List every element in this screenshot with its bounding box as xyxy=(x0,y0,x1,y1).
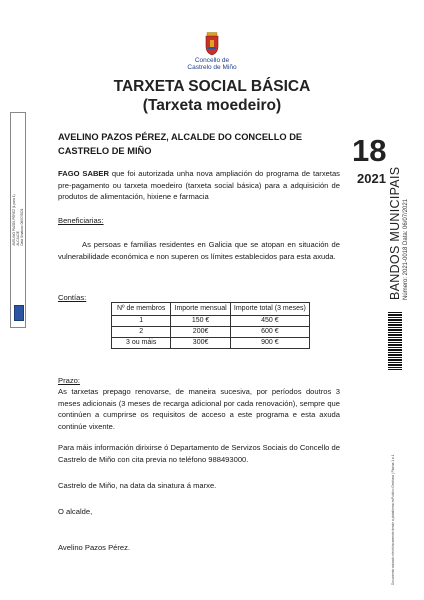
contias-label: Contías: xyxy=(58,293,87,302)
registry-subtitle: Número: 2021-0018 Data: 06/07/2021 xyxy=(403,198,409,300)
issuer-heading: AVELINO PAZOS PÉREZ, ALCALDE DO CONCELLO DE CASTRELO DE MIÑO xyxy=(58,132,303,156)
table-cell: 450 € xyxy=(230,316,309,327)
signature-stamp-text: AVELINO PAZOS PÉREZ (1 para 1) ALCALDE Data Sinatura: 06/07/2021 xyxy=(12,194,24,246)
table-cell: 150 € xyxy=(171,316,230,327)
crest-line2: Castrelo de Miño xyxy=(187,64,237,71)
table-header: Importe mensual xyxy=(171,303,230,316)
crest-icon xyxy=(203,32,221,56)
fago-saber-label: FAGO SABER xyxy=(58,169,109,178)
table-row xyxy=(112,338,310,349)
prazo-label: Prazo: xyxy=(58,376,80,385)
signature-stamp xyxy=(10,112,26,328)
registry-side-block xyxy=(388,167,409,300)
announcement-paragraph xyxy=(58,168,340,203)
flag-icon xyxy=(14,305,24,321)
closing-text: O alcalde, xyxy=(58,507,93,516)
beneficiarias-text: As persoas e familias residentes en Galicia que se atopan en situación de vulnerabilidade económica e non superen os límites establecidos para esta axuda. xyxy=(58,240,340,261)
document-title: TARXETA SOCIAL BÁSICA xyxy=(113,78,311,95)
info-text: Para máis información dirixirse ó Departamento de Servizos Sociais do Concello de Castrelo de Miño con cita previa no teléfono 988493000. xyxy=(58,443,340,464)
document-subtitle: (Tarxeta moedeiro) xyxy=(142,97,282,114)
registry-title: BANDOS MUNICIPAIS xyxy=(388,166,402,300)
bando-number: 18 xyxy=(352,133,387,168)
verification-text: Documento asinado electrónicamente desde a plataforma esPublico Gestiona | Páxina 1 a 1 xyxy=(391,454,395,585)
table-header: Nº de membros xyxy=(112,303,171,316)
table-cell: 2 xyxy=(112,327,171,338)
announcement-text: que foi autorizada unha nova ampliación do programa de tarxetas pre-pagamento ou tarxeta moedeiro (tarxeta social básica) para a adquisición de produtos de alimentación, hixiene e farmacia xyxy=(58,169,340,202)
amounts-table xyxy=(111,302,310,349)
table-header: Importe total (3 meses) xyxy=(230,303,309,316)
beneficiarias-label: Beneficiarias: xyxy=(58,216,104,225)
signature-name: Avelino Pazos Pérez. xyxy=(58,543,131,552)
table-row xyxy=(112,327,310,338)
table-cell: 3 ou máis xyxy=(112,338,171,349)
crest-line1: Concello de xyxy=(194,57,230,64)
table-cell: 300€ xyxy=(171,338,230,349)
table-header-row xyxy=(112,303,310,316)
table-cell: 600 € xyxy=(230,327,309,338)
barcode xyxy=(388,312,402,370)
prazo-text: As tarxetas prepago renovarse, de maneira sucesiva, por períodos doutros 3 meses adicionais (3 meses de recarga adicional por cada renovación), sempre que continúen a cumprirse os requisitos de acceso a este programa e esta axuda continúe vixente. xyxy=(58,387,340,431)
place-date-text: Castrelo de Miño, na data da sinatura á marxe. xyxy=(58,481,217,490)
table-cell: 1 xyxy=(112,316,171,327)
bando-year: 2021 xyxy=(357,171,386,186)
table-cell: 900 € xyxy=(230,338,309,349)
municipal-crest xyxy=(184,32,240,71)
table-row xyxy=(112,316,310,327)
table-cell: 200€ xyxy=(171,327,230,338)
